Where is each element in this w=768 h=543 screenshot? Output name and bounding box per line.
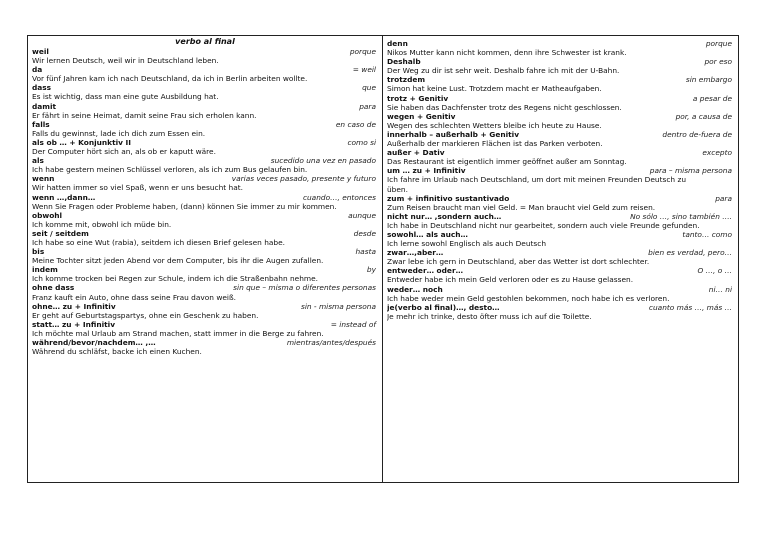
- spanish-translation: No sólo …, sino también ….: [630, 211, 732, 221]
- spanish-translation: mientras/antes/después: [286, 338, 376, 347]
- spanish-translation: en caso de: [335, 119, 376, 129]
- spanish-translation: para: [359, 101, 376, 111]
- example-sentence: Je mehr ich trinke, desto öfter muss ich auf die Toilette.: [387, 311, 592, 321]
- conjunction-row: [387, 148, 734, 157]
- example-sentence: Ich komme mit, obwohl ich müde bin.: [32, 219, 172, 229]
- example-sentence: Während du schläfst, backe ich einen Kuchen.: [32, 347, 202, 357]
- conjunction-term: damit: [32, 101, 57, 111]
- spanish-translation: bien es verdad, pero…: [648, 248, 732, 258]
- conjunction-term: wenn: [32, 174, 55, 184]
- conjunction-row: [32, 229, 378, 238]
- conjunction-term: falls: [32, 119, 50, 129]
- conjunction-term: obwohl: [32, 210, 63, 220]
- spanish-translation: hasta: [355, 247, 376, 257]
- conjunction-row: [32, 302, 378, 311]
- conjunction-term: seit / seitdem: [32, 228, 89, 238]
- spanish-translation: sin - misma persona: [301, 301, 376, 311]
- conjunction-row: [387, 266, 734, 275]
- spanish-translation: por, a causa de: [675, 111, 732, 121]
- grammar-sheet: [27, 35, 739, 483]
- conjunction-row: [32, 138, 378, 147]
- example-sentence: Ich habe in Deutschland nicht nur gearbeitet, sondern auch viele Freunde gefunden.: [387, 220, 700, 230]
- conjunction-term: weder… noch: [387, 284, 443, 294]
- spanish-translation: sin que – misma o diferentes personas: [233, 283, 376, 293]
- conjunction-term: während/bevor/nachdem… ,…: [32, 338, 156, 347]
- conjunction-term: außer + Dativ: [387, 148, 445, 158]
- example-sentence: Franz kauft ein Auto, ohne dass seine Frau davon weiß.: [32, 292, 236, 302]
- conjunction-row: [387, 130, 734, 139]
- conjunction-term: wegen + Genitiv: [387, 111, 456, 121]
- conjunction-row: [32, 193, 378, 202]
- example-sentence: Wir lernen Deutsch, weil wir in Deutschland leben.: [32, 56, 219, 66]
- example-sentence: Er fährt in seine Heimat, damit seine Frau sich erholen kann.: [32, 110, 257, 120]
- conjunction-term: trotzdem: [387, 75, 426, 85]
- conjunction-row: [387, 75, 734, 84]
- sheet-heading: verbo al final: [175, 37, 235, 46]
- conjunction-row: [32, 65, 378, 74]
- spanish-translation: sin embargo: [685, 75, 732, 85]
- conjunction-row: [32, 83, 378, 92]
- spanish-translation: cuando…, entonces: [302, 192, 376, 202]
- conjunction-term: da: [32, 65, 43, 75]
- spanish-translation: = weil: [352, 65, 376, 75]
- conjunction-term: wenn …,dann…: [32, 192, 96, 202]
- conjunction-term: indem: [32, 265, 58, 275]
- spanish-translation: tanto… como: [682, 229, 732, 239]
- spanish-translation: O …, o …: [697, 266, 732, 276]
- example-sentence: Ich habe gestern meinen Schlüssel verloren, als ich zum Bus gelaufen bin.: [32, 165, 308, 175]
- conjunction-row: [387, 112, 734, 121]
- spanish-translation: para – misma persona: [649, 166, 732, 176]
- example-sentence: Ich komme trocken bei Regen zur Schule, indem ich die Straßenbahn nehme.: [32, 274, 319, 284]
- example-sentence: Falls du gewinnst, lade ich dich zum Essen ein.: [32, 128, 206, 138]
- conjunction-term: bis: [32, 247, 45, 257]
- conjunction-row: [32, 247, 378, 256]
- example-sentence: Zum Reisen braucht man viel Geld. = Man braucht viel Geld zum reisen.: [387, 202, 656, 212]
- conjunction-term: dass: [32, 83, 52, 93]
- spanish-translation: varias veces pasado, presente y futuro: [231, 174, 376, 184]
- example-sentence: Ich habe weder mein Geld gestohlen bekommen, noch habe ich es verloren.: [387, 293, 670, 303]
- conjunction-term: trotz + Genitiv: [387, 93, 449, 103]
- spanish-translation: por eso: [704, 57, 732, 67]
- conjunction-row: [387, 94, 734, 103]
- conjunction-term: statt… zu + Infinitiv: [32, 319, 116, 329]
- example-sentence: Wir hatten immer so viel Spaß, wenn er uns besucht hat.: [32, 183, 243, 193]
- example-sentence: Ich lerne sowohl Englisch als auch Deutsch: [387, 239, 546, 249]
- conjunction-term: Deshalb: [387, 57, 421, 67]
- conjunction-row: [387, 285, 734, 294]
- example-sentence: Meine Tochter sitzt jeden Abend vor dem Computer, bis ihr die Augen zufallen.: [32, 256, 324, 266]
- spanish-translation: que: [362, 83, 376, 93]
- conjunction-term: ohne… zu + Infinitiv: [32, 301, 116, 311]
- conjunction-term: ohne dass: [32, 283, 75, 293]
- conjunction-row: [32, 102, 378, 111]
- conjunction-term: zwar…,aber…: [387, 248, 444, 258]
- conjunction-term: zum + infinitivo sustantivado: [387, 193, 510, 203]
- conjunction-row: [32, 283, 378, 292]
- conjunction-row: [387, 303, 734, 312]
- conjunction-row: [387, 248, 734, 257]
- conjunction-row: [32, 120, 378, 129]
- conjunction-term: denn: [387, 39, 408, 48]
- conjunction-term: um … zu + Infinitiv: [387, 166, 466, 176]
- conjunction-term: entweder… oder…: [387, 266, 463, 276]
- conjunction-row: [32, 211, 378, 220]
- example-sentence: Zwar lebe ich gern in Deutschland, aber das Wetter ist dort schlechter.: [387, 257, 650, 267]
- example-sentence: Ich möchte mal Urlaub am Strand machen, statt immer in die Berge zu fahren.: [32, 328, 324, 338]
- spanish-translation: ni… ni: [708, 284, 732, 294]
- spanish-translation: excepto: [702, 148, 732, 158]
- example-sentence: Wenn Sie Fragen oder Probleme haben, (dann) können Sie immer zu mir kommen.: [32, 201, 337, 211]
- conjunction-term: je(verbo al final)…, desto…: [387, 302, 500, 312]
- example-sentence: Das Restaurant ist eigentlich immer geöffnet außer am Sonntag.: [387, 157, 627, 167]
- conjunction-row: [387, 230, 734, 239]
- spanish-translation: cuanto más …, más …: [648, 302, 732, 312]
- conjunction-term: innerhalb – außerhalb + Genitiv: [387, 129, 520, 139]
- example-sentence: Es ist wichtig, dass man eine gute Ausbildung hat.: [32, 92, 219, 102]
- conjunction-term: als ob … + Konjunktiv II: [32, 137, 132, 147]
- spanish-translation: para: [715, 193, 732, 203]
- conjunction-term: sowohl… als auch…: [387, 229, 468, 239]
- conjunction-row: [32, 338, 378, 347]
- conjunction-row: [387, 166, 734, 175]
- spanish-translation: porque: [705, 39, 732, 48]
- conjunction-row: [32, 265, 378, 274]
- spanish-translation: como si: [347, 137, 376, 147]
- left-column: [28, 36, 383, 482]
- conjunction-row: [387, 212, 734, 221]
- spanish-translation: aunque: [348, 210, 376, 220]
- example-sentence: Außerhalb der markieren Flächen ist das Parken verboten.: [387, 139, 603, 149]
- conjunction-row: [32, 174, 378, 183]
- example-sentence: Vor fünf Jahren kam ich nach Deutschland, da ich in Berlin arbeiten wollte.: [32, 74, 308, 84]
- conjunction-row: [32, 156, 378, 165]
- example-sentence: Entweder habe ich mein Geld verloren oder es zu Hause gelassen.: [387, 275, 634, 285]
- conjunction-row: [387, 57, 734, 66]
- example-sentence: Simon hat keine Lust. Trotzdem macht er Matheaufgaben.: [387, 84, 602, 94]
- conjunction-term: als: [32, 156, 44, 166]
- example-sentence: Nikos Mutter kann nicht kommen, denn ihre Schwester ist krank.: [387, 48, 627, 58]
- conjunction-row: [387, 194, 734, 203]
- spanish-translation: porque: [349, 47, 376, 56]
- right-column: [383, 36, 738, 482]
- example-sentence-continued: üben.: [387, 184, 408, 194]
- conjunction-term: weil: [32, 47, 49, 56]
- conjunction-row: [32, 47, 378, 56]
- conjunction-row: [387, 39, 734, 48]
- example-sentence: Ich fahre im Urlaub nach Deutschland, um dort mit meinen Freunden Deutsch zu: [387, 175, 687, 185]
- example-sentence: Der Weg zu dir ist sehr weit. Deshalb fahre ich mit der U-Bahn.: [387, 66, 620, 76]
- example-sentence: Er geht auf Geburtstagspartys, ohne ein Geschenk zu haben.: [32, 310, 259, 320]
- example-sentence: Sie haben das Dachfenster trotz des Regens nicht geschlossen.: [387, 102, 622, 112]
- spanish-translation: desde: [353, 228, 376, 238]
- spanish-translation: sucedido una vez en pasado: [270, 156, 376, 166]
- conjunction-row: [32, 320, 378, 329]
- example-sentence: Der Computer hört sich an, als ob er kaputt wäre.: [32, 147, 216, 157]
- conjunction-term: nicht nur… ,sondern auch…: [387, 211, 502, 221]
- spanish-translation: dentro de-fuera de: [662, 129, 732, 139]
- example-sentence: Ich habe so eine Wut (rabia), seitdem ich diesen Brief gelesen habe.: [32, 237, 285, 247]
- spanish-translation: = instead of: [330, 319, 376, 329]
- spanish-translation: a pesar de: [692, 93, 732, 103]
- example-sentence: Wegen des schlechten Wetters bleibe ich heute zu Hause.: [387, 120, 602, 130]
- spanish-translation: by: [366, 265, 376, 275]
